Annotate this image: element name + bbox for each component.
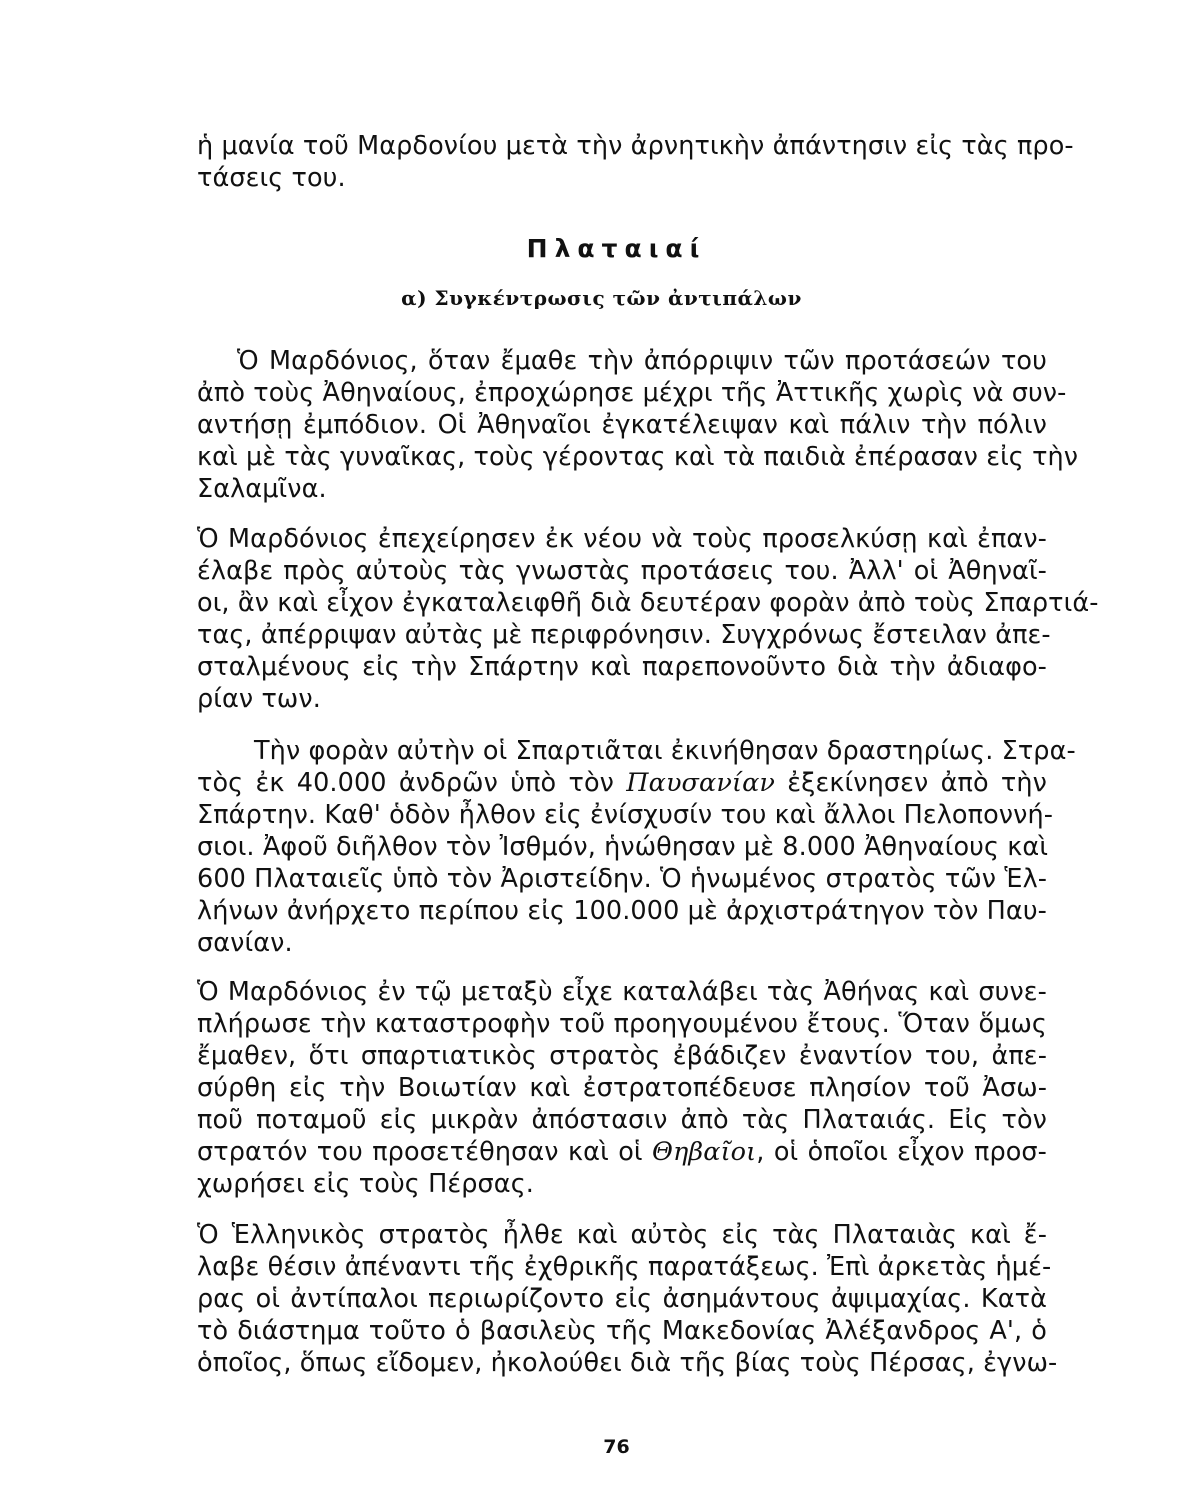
text-line: τὸς ἐκ 40.000 ἀνδρῶν ὑπὸ τὸν Παυσανίαν ἐξεκίνησεν ἀπὸ τὴν [197,768,1047,798]
text-line: Σαλαμῖνα. [197,474,327,504]
text-line: λήνων ἀνήρχετο περίπου εἰς 100.000 μὲ ἀρχιστράτηγον τὸν Παυ- [197,896,1047,926]
text-line: ἔμαθεν, ὅτι σπαρτιατικὸς στρατὸς ἐβάδιζεν ἐναντίον του, ἀπε- [197,1041,1047,1071]
text-line: αντήσῃ ἐμπόδιον. Οἱ Ἀθηναῖοι ἐγκατέλειψαν καὶ πάλιν τὴν πόλιν [197,410,1047,440]
text-line: στρατόν του προσετέθησαν καὶ οἱ Θηβαῖοι, οἱ ὁποῖοι εἶχον προσ- [197,1137,1047,1167]
italic-name: Παυσανίαν [626,768,775,798]
text-line: Ὁ Μαρδόνιος, ὅταν ἔμαθε τὴν ἀπόρριψιν τῶν προτάσεών του [237,346,1047,376]
text-line: ρας οἱ ἀντίπαλοι περιωρίζοντο εἰς ἀσημάντους ἀψιμαχίας. Κατὰ [197,1284,1047,1314]
text-line: λαβε θέσιν ἀπέναντι τῆς ἐχθρικῆς παρατάξεως. Ἐπὶ ἀρκετὰς ἡμέ- [197,1252,1052,1282]
text-line: ρίαν των. [197,684,321,714]
text-line: σιοι. Ἀφοῦ διῆλθον τὸν Ἰσθμόν, ἡνώθησαν μὲ 8.000 Ἀθηναίους καὶ [197,832,1049,862]
text-line: τάσεις του. [197,163,346,193]
text-line: σταλμένους εἰς τὴν Σπάρτην καὶ παρεπονοῦντο διὰ τὴν ἀδιαφο- [197,652,1047,682]
page-number: 76 [603,1436,630,1458]
text-line: καὶ μὲ τὰς γυναῖκας, τοὺς γέροντας καὶ τὰ παιδιὰ ἐπέρασαν εἰς τὴν [197,442,1079,472]
text-line: τὸ διάστημα τοῦτο ὁ βασιλεὺς τῆς Μακεδονίας Ἀλέξανδρος Α', ὁ [197,1316,1047,1346]
section-title: Πλαταιαί [526,234,707,263]
text-line: σανίαν. [197,928,293,958]
text-line: Ὁ Μαρδόνιος ἐν τῷ μεταξὺ εἶχε καταλάβει τὰς Ἀθήνας καὶ συνε- [197,977,1047,1007]
paragraph-2 [197,523,1099,715]
opening-paragraph [197,130,1074,194]
text-line: Σπάρτην. Καθ' ὁδὸν ἦλθον εἰς ἐνίσχυσίν του καὶ ἄλλοι Πελοποννή- [197,800,1054,830]
text-line: Ὁ Ἑλληνικὸς στρατὸς ἦλθε καὶ αὐτὸς εἰς τὰς Πλαταιὰς καὶ ἔ- [197,1220,1047,1250]
text-line: Τὴν φορὰν αὐτὴν οἱ Σπαρτιᾶται ἐκινήθησαν δραστηρίως. Στρα- [254,736,1076,766]
text-line: ἀπὸ τοὺς Ἀθηναίους, ἐπροχώρησε μέχρι τῆς Ἀττικῆς χωρὶς νὰ συν- [197,378,1067,408]
text-line: σύρθη εἰς τὴν Βοιωτίαν καὶ ἐστρατοπέδευσε πλησίον τοῦ Ἀσω- [197,1073,1047,1103]
paragraph-4 [197,976,1047,1200]
text-line: Ὁ Μαρδόνιος ἐπεχείρησεν ἐκ νέου νὰ τοὺς προσελκύσῃ καὶ ἐπαν- [197,524,1047,554]
text-line: έλαβε πρὸς αὐτοὺς τὰς γνωστὰς προτάσεις του. Ἀλλ' οἱ Ἀθηναῖ- [197,556,1047,586]
paragraph-1 [197,345,1079,505]
paragraph-5 [197,1219,1058,1379]
section-subtitle: α) Συγκέντρωσις τῶν ἀντιπάλων [401,286,802,310]
italic-name: Θηβαῖοι [652,1137,757,1167]
paragraph-3 [197,735,1076,959]
text-line: χωρήσει εἰς τοὺς Πέρσας. [197,1169,534,1199]
text-line: τας, ἀπέρριψαν αὐτὰς μὲ περιφρόνησιν. Συγχρόνως ἔστειλαν ἀπε- [197,620,1051,650]
text-line: ὁποῖος, ὅπως εἴδομεν, ἠκολούθει διὰ τῆς βίας τοὺς Πέρσας, ἐγνω- [197,1348,1058,1378]
text-line: ποῦ ποταμοῦ εἰς μικρὰν ἀπόστασιν ἀπὸ τὰς Πλαταιάς. Εἰς τὸν [197,1105,1047,1135]
text-line: 600 Πλαταιεῖς ὑπὸ τὸν Ἀριστείδην. Ὁ ἡνωμένος στρατὸς τῶν Ἑλ- [197,864,1048,894]
text-line: πλήρωσε τὴν καταστροφὴν τοῦ προηγουμένου ἔτους. Ὅταν ὅμως [197,1009,1047,1039]
text-line: ἡ μανία τοῦ Μαρδονίου μετὰ τὴν ἀρνητικὴν ἀπάντησιν εἰς τὰς προ- [197,131,1074,161]
text-line: οι, ἂν καὶ εἶχον ἐγκαταλειφθῆ διὰ δευτέραν φορὰν ἀπὸ τοὺς Σπαρτιά- [197,588,1099,618]
